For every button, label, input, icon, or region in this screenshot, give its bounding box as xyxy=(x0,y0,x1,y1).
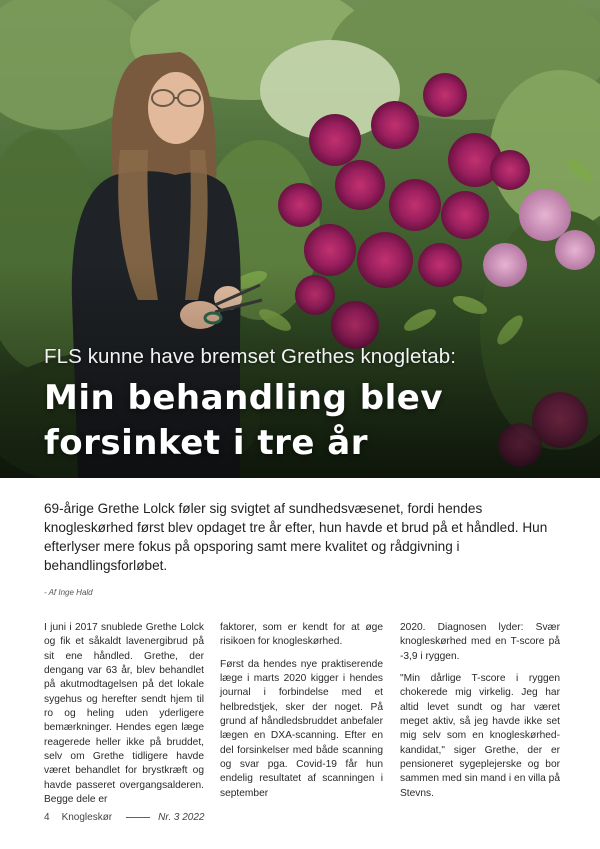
paragraph: Først da hendes nye praktiserende læge i marts 2020 kigger i hendes journal i forbindelse med et helbredstjek, sker der noget. På grund af håndledsbruddet anbefaler lægen en DXA-scanning. Efter en del forsinkelser med både scanning og svar pga. Covid-19 får hun endelig resultatet af scanningen i september xyxy=(220,658,383,799)
footer-divider xyxy=(126,817,150,818)
magazine-name: Knogleskør xyxy=(61,812,113,823)
issue-label: Nr. 3 2022 xyxy=(158,812,205,823)
paragraph: "Min dårlige T-score i ryggen chokerede mig virkelig. Jeg har altid levet sundt og har været meget aktiv, så jeg havde ikke set mig selv som en knogleskørhed-kandidat," siger Grethe, der er pensioneret sygeplejerske og bor sammen med sin mand i en villa på Stevns. xyxy=(400,673,560,799)
body-column-2 xyxy=(220,621,383,809)
paragraph: 2020. Diagnosen lyder: Svær knogleskørhed med en T-score på -3,9 i ryggen. xyxy=(400,622,560,662)
body-column-3 xyxy=(400,621,560,809)
page-number: 4 xyxy=(44,812,50,823)
paragraph: faktorer, som er kendt for at øge risikoen for knogleskørhed. xyxy=(220,622,383,648)
article-headline: Min behandling blev forsinket i tre år xyxy=(44,378,444,463)
byline: - Af Inge Hald xyxy=(44,588,93,597)
article-kicker: FLS kunne have bremset Grethes knogletab: xyxy=(44,345,457,368)
article-lead: 69-årige Grethe Lolck føler sig svigtet af sundhedsvæsenet, fordi hendes knogleskørhed først blev opdaget tre år efter, hun havde et brud på et håndled. Hun efterlyser mere fokus på opsporing samt mere kvalitet og rådgivning i behandlingsforløbet. xyxy=(44,501,548,573)
paragraph: I juni i 2017 snublede Grethe Lolck og fik et såkaldt lavenergibrud på sit ene håndled. Grethe, der dengang var 63 år, blev behandlet på akutmodtagelsen på det lokale sygehus og herefter sendt hjem til ro og heling uden yderligere bemærkninger. Hendes egen læge reagerede heller ikke på bruddet, selv om Grethe tidligere havde været behandlet for brystkræft og havde passeret overgangsalderen. Begge dele er xyxy=(44,622,204,806)
body-column-1 xyxy=(44,621,204,815)
page-footer xyxy=(44,812,204,823)
